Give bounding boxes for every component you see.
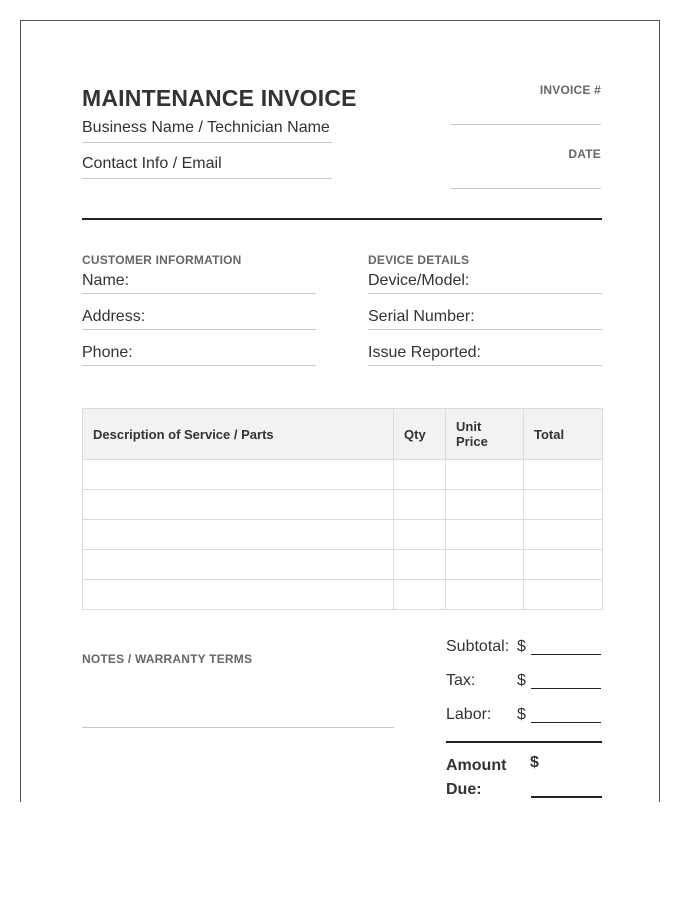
qty-cell[interactable] (394, 580, 446, 610)
totals-divider (446, 741, 602, 743)
total-cell[interactable] (524, 460, 603, 490)
business-name-field[interactable]: Business Name / Technician Name (82, 119, 332, 143)
header-divider (82, 218, 602, 220)
amount-due-label (446, 754, 526, 802)
qty-cell[interactable] (394, 460, 446, 490)
date-label: DATE (568, 147, 601, 161)
amount-due-currency: $ (530, 754, 539, 771)
unit-price-cell[interactable] (446, 490, 524, 520)
description-cell[interactable] (83, 550, 394, 580)
device-section-label: DEVICE DETAILS (368, 253, 470, 267)
tax-field[interactable] (531, 688, 601, 689)
invoice-title: MAINTENANCE INVOICE (82, 85, 357, 111)
customer-address-field[interactable]: Address: (82, 308, 316, 330)
qty-column-header: Qty (394, 409, 446, 460)
invoice-number-field[interactable] (451, 124, 601, 125)
invoice-page (20, 20, 660, 802)
unit-price-cell[interactable] (446, 520, 524, 550)
total-cell[interactable] (524, 520, 603, 550)
date-field[interactable] (451, 188, 601, 189)
total-column-header: Total (524, 409, 603, 460)
description-cell[interactable] (83, 490, 394, 520)
table-row (83, 460, 603, 490)
labor-label: Labor: (446, 706, 492, 723)
contact-info-field[interactable]: Contact Info / Email (82, 155, 332, 179)
amount-due-label-line1: Amount (446, 757, 507, 774)
total-cell[interactable] (524, 490, 603, 520)
tax-currency: $ (517, 672, 526, 689)
unit-price-header-line1: Unit (456, 419, 482, 434)
tax-label: Tax: (446, 672, 476, 689)
qty-cell[interactable] (394, 520, 446, 550)
unit-price-header-line2: Price (456, 434, 488, 449)
serial-number-field[interactable]: Serial Number: (368, 308, 602, 330)
description-cell[interactable] (83, 460, 394, 490)
unit-price-cell[interactable] (446, 460, 524, 490)
table-row (83, 550, 603, 580)
unit-price-column-header (446, 409, 524, 460)
table-row (83, 520, 603, 550)
description-cell[interactable] (83, 580, 394, 610)
amount-due-field[interactable] (531, 796, 602, 798)
table-row (83, 490, 603, 520)
unit-price-cell[interactable] (446, 550, 524, 580)
qty-cell[interactable] (394, 550, 446, 580)
qty-cell[interactable] (394, 490, 446, 520)
issue-reported-field[interactable]: Issue Reported: (368, 344, 602, 366)
labor-field[interactable] (531, 722, 601, 723)
subtotal-label: Subtotal: (446, 638, 510, 655)
subtotal-field[interactable] (531, 654, 601, 655)
labor-currency: $ (517, 706, 526, 723)
amount-due-label-line2: Due: (446, 781, 482, 798)
customer-section-label: CUSTOMER INFORMATION (82, 253, 242, 267)
notes-field[interactable] (82, 727, 394, 728)
table-header-row (83, 409, 603, 460)
table-row (83, 580, 603, 610)
total-cell[interactable] (524, 580, 603, 610)
description-column-header: Description of Service / Parts (83, 409, 394, 460)
description-cell[interactable] (83, 520, 394, 550)
unit-price-cell[interactable] (446, 580, 524, 610)
service-items-table (82, 408, 603, 610)
device-model-field[interactable]: Device/Model: (368, 272, 602, 294)
notes-label: NOTES / WARRANTY TERMS (82, 652, 253, 666)
customer-phone-field[interactable]: Phone: (82, 344, 316, 366)
customer-name-field[interactable]: Name: (82, 272, 316, 294)
invoice-number-label: INVOICE # (539, 83, 601, 97)
subtotal-currency: $ (517, 638, 526, 655)
total-cell[interactable] (524, 550, 603, 580)
